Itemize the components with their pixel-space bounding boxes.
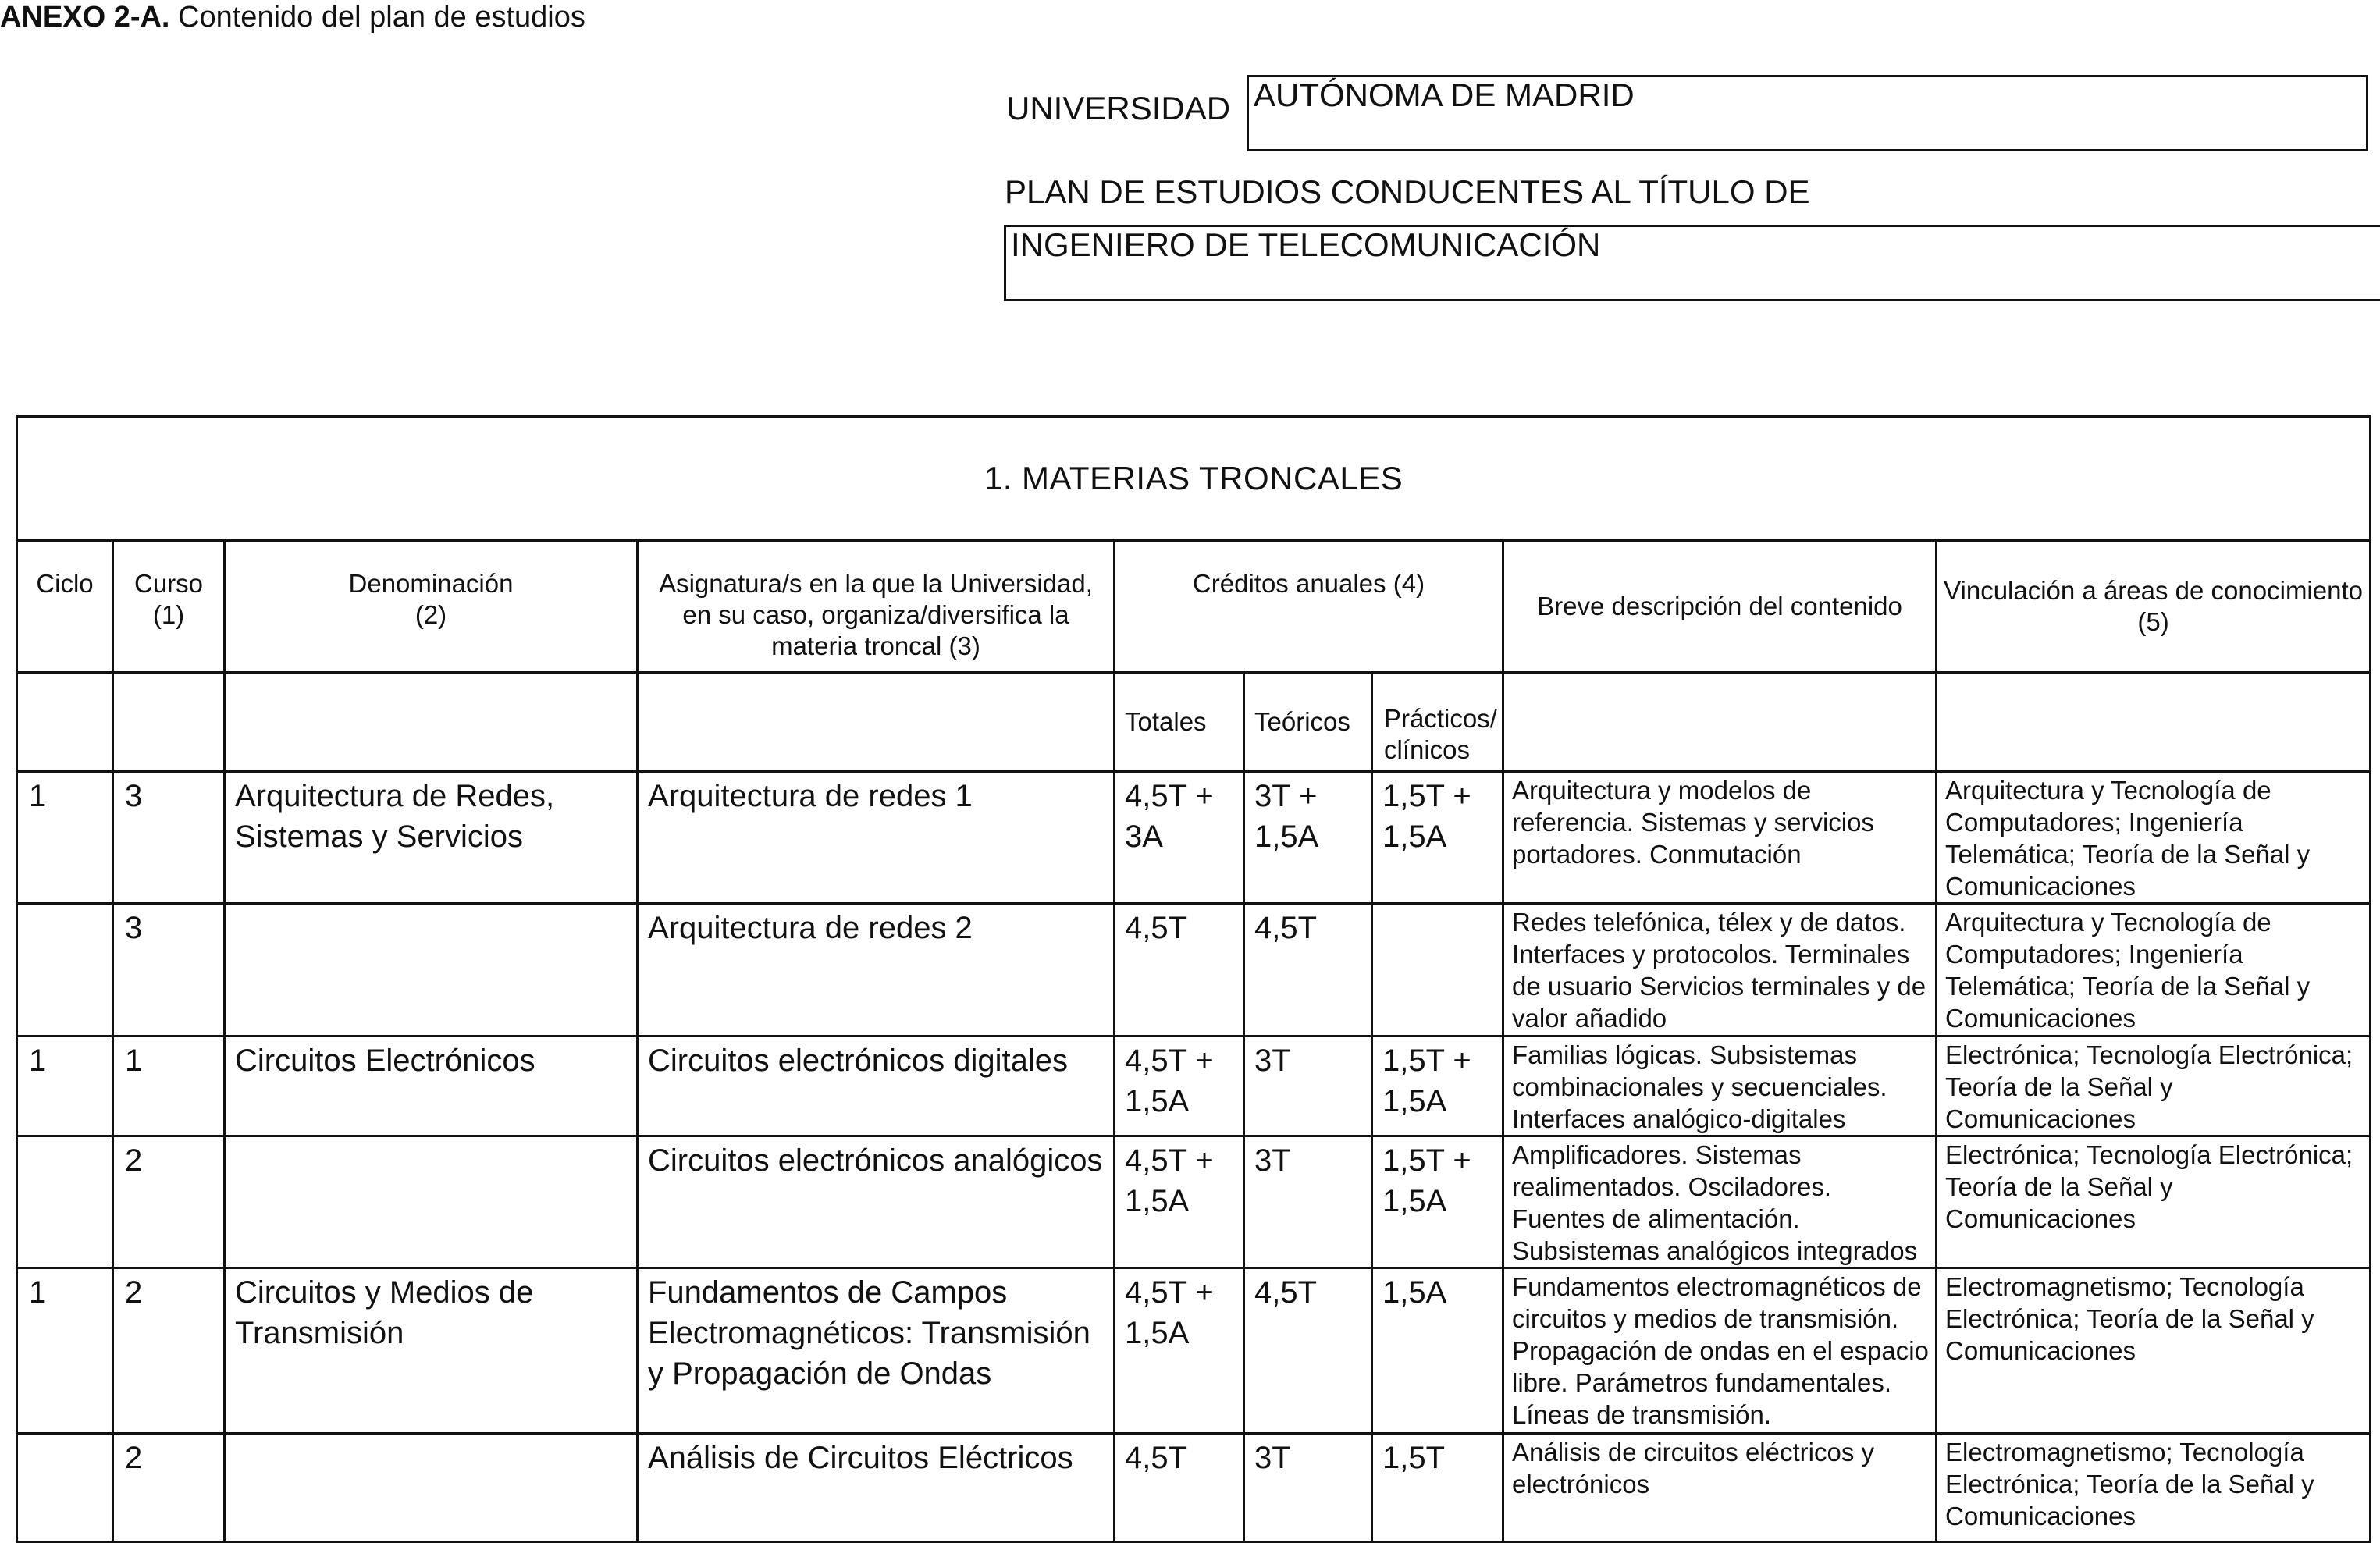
table-row	[17, 1434, 2371, 1542]
header-denominacion: Denominación (2)	[225, 541, 638, 673]
cell-ciclo: 1	[17, 1268, 113, 1434]
cell-ciclo: 1	[17, 772, 113, 904]
cell-curso: 2	[113, 1136, 225, 1268]
header-creditos: Créditos anuales (4)	[1115, 541, 1503, 673]
subheader-row	[17, 673, 2371, 772]
cell-ciclo	[17, 1136, 113, 1268]
cell-descripcion: Redes telefónica, télex y de datos. Interfaces y protocolos. Terminales de usuario Servicios terminales y de valor añadido	[1503, 904, 1937, 1036]
table-title: 1. MATERIAS TRONCALES	[17, 417, 2371, 541]
cell-vinculacion: Electromagnetismo; Tecnología Electrónica; Teoría de la Señal y Comunicaciones	[1937, 1268, 2371, 1434]
cell-curso: 3	[113, 904, 225, 1036]
cell-denominacion: Arquitectura de Redes, Sistemas y Servicios	[225, 772, 638, 904]
university-field	[1247, 75, 2368, 151]
cell-descripcion: Arquitectura y modelos de referencia. Sistemas y servicios portadores. Conmutación	[1503, 772, 1937, 904]
cell-asignatura: Análisis de Circuitos Eléctricos	[638, 1434, 1115, 1542]
cell-ciclo	[17, 904, 113, 1036]
annex-number: ANEXO 2-A.	[0, 1, 170, 34]
header-ciclo: Ciclo	[17, 541, 113, 673]
cell-curso: 1	[113, 1036, 225, 1136]
header-practicos: Prácticos/ clínicos	[1372, 673, 1503, 772]
annex-title: Contenido del plan de estudios	[169, 1, 585, 34]
materias-table	[16, 415, 2371, 1543]
cell-teoricos: 3T	[1244, 1434, 1372, 1542]
table-row	[17, 1136, 2371, 1268]
cell-asignatura: Arquitectura de redes 2	[638, 904, 1115, 1036]
subheader-empty	[225, 673, 638, 772]
subheader-empty	[113, 673, 225, 772]
plan-field	[1004, 225, 2380, 301]
table-row	[17, 1268, 2371, 1434]
header-vinculacion: Vinculación a áreas de conocimiento (5)	[1937, 541, 2371, 673]
header-asignatura: Asignatura/s en la que la Universidad, en su caso, organiza/diversifica la materia troncal (3)	[638, 541, 1115, 673]
header-row	[17, 541, 2371, 673]
annex-heading	[0, 0, 585, 34]
cell-practicos: 1,5T + 1,5A	[1372, 1036, 1503, 1136]
subheader-empty	[17, 673, 113, 772]
university-label: UNIVERSIDAD	[1006, 90, 1231, 126]
cell-descripcion: Análisis de circuitos eléctricos y electrónicos	[1503, 1434, 1937, 1542]
cell-vinculacion: Arquitectura y Tecnología de Computadores; Ingeniería Telemática; Teoría de la Señal y Comunicaciones	[1937, 904, 2371, 1036]
cell-totales: 4,5T + 1,5A	[1115, 1036, 1244, 1136]
plan-value: INGENIERO DE TELECOMUNICACIÓN	[1011, 226, 1601, 263]
cell-denominacion	[225, 1434, 638, 1542]
header-curso: Curso (1)	[113, 541, 225, 673]
cell-denominacion	[225, 1136, 638, 1268]
cell-teoricos: 3T	[1244, 1136, 1372, 1268]
cell-curso: 3	[113, 772, 225, 904]
table-title-row	[17, 417, 2371, 541]
subheader-empty	[1937, 673, 2371, 772]
cell-denominacion: Circuitos y Medios de Transmisión	[225, 1268, 638, 1434]
cell-descripcion: Amplificadores. Sistemas realimentados. Osciladores. Fuentes de alimentación. Subsistemas analógicos integrados	[1503, 1136, 1937, 1268]
plan-label: PLAN DE ESTUDIOS CONDUCENTES AL TÍTULO DE	[1005, 173, 1810, 210]
table-row	[17, 904, 2371, 1036]
header-teoricos: Teóricos	[1244, 673, 1372, 772]
university-value: AUTÓNOMA DE MADRID	[1254, 76, 1635, 113]
cell-descripcion: Familias lógicas. Subsistemas combinacionales y secuenciales. Interfaces analógico-digitales	[1503, 1036, 1937, 1136]
cell-practicos: 1,5T	[1372, 1434, 1503, 1542]
cell-ciclo: 1	[17, 1036, 113, 1136]
cell-asignatura: Fundamentos de Campos Electromagnéticos: Transmisión y Propagación de Ondas	[638, 1268, 1115, 1434]
cell-teoricos: 4,5T	[1244, 1268, 1372, 1434]
subheader-empty	[1503, 673, 1937, 772]
cell-teoricos: 3T	[1244, 1036, 1372, 1136]
cell-vinculacion: Electrónica; Tecnología Electrónica; Teoría de la Señal y Comunicaciones	[1937, 1136, 2371, 1268]
cell-descripcion: Fundamentos electromagnéticos de circuitos y medios de transmisión. Propagación de ondas en el espacio libre. Parámetros fundamentales. Líneas de transmisión.	[1503, 1268, 1937, 1434]
cell-teoricos: 3T + 1,5A	[1244, 772, 1372, 904]
cell-teoricos: 4,5T	[1244, 904, 1372, 1036]
cell-vinculacion: Electrónica; Tecnología Electrónica; Teoría de la Señal y Comunicaciones	[1937, 1036, 2371, 1136]
cell-asignatura: Circuitos electrónicos digitales	[638, 1036, 1115, 1136]
table-row	[17, 1036, 2371, 1136]
cell-totales: 4,5T	[1115, 1434, 1244, 1542]
cell-asignatura: Arquitectura de redes 1	[638, 772, 1115, 904]
cell-practicos: 1,5A	[1372, 1268, 1503, 1434]
cell-practicos: 1,5T + 1,5A	[1372, 772, 1503, 904]
cell-curso: 2	[113, 1268, 225, 1434]
cell-asignatura: Circuitos electrónicos analógicos	[638, 1136, 1115, 1268]
cell-practicos: 1,5T + 1,5A	[1372, 1136, 1503, 1268]
cell-totales: 4,5T	[1115, 904, 1244, 1036]
subheader-empty	[638, 673, 1115, 772]
cell-practicos	[1372, 904, 1503, 1036]
cell-ciclo	[17, 1434, 113, 1542]
cell-totales: 4,5T + 1,5A	[1115, 1268, 1244, 1434]
header-totales: Totales	[1115, 673, 1244, 772]
cell-totales: 4,5T + 3A	[1115, 772, 1244, 904]
cell-curso: 2	[113, 1434, 225, 1542]
header-descripcion: Breve descripción del contenido	[1503, 541, 1937, 673]
cell-totales: 4,5T + 1,5A	[1115, 1136, 1244, 1268]
cell-vinculacion: Electromagnetismo; Tecnología Electrónica; Teoría de la Señal y Comunicaciones	[1937, 1434, 2371, 1542]
cell-vinculacion: Arquitectura y Tecnología de Computadores; Ingeniería Telemática; Teoría de la Señal y Comunicaciones	[1937, 772, 2371, 904]
cell-denominacion	[225, 904, 638, 1036]
table-row	[17, 772, 2371, 904]
cell-denominacion: Circuitos Electrónicos	[225, 1036, 638, 1136]
